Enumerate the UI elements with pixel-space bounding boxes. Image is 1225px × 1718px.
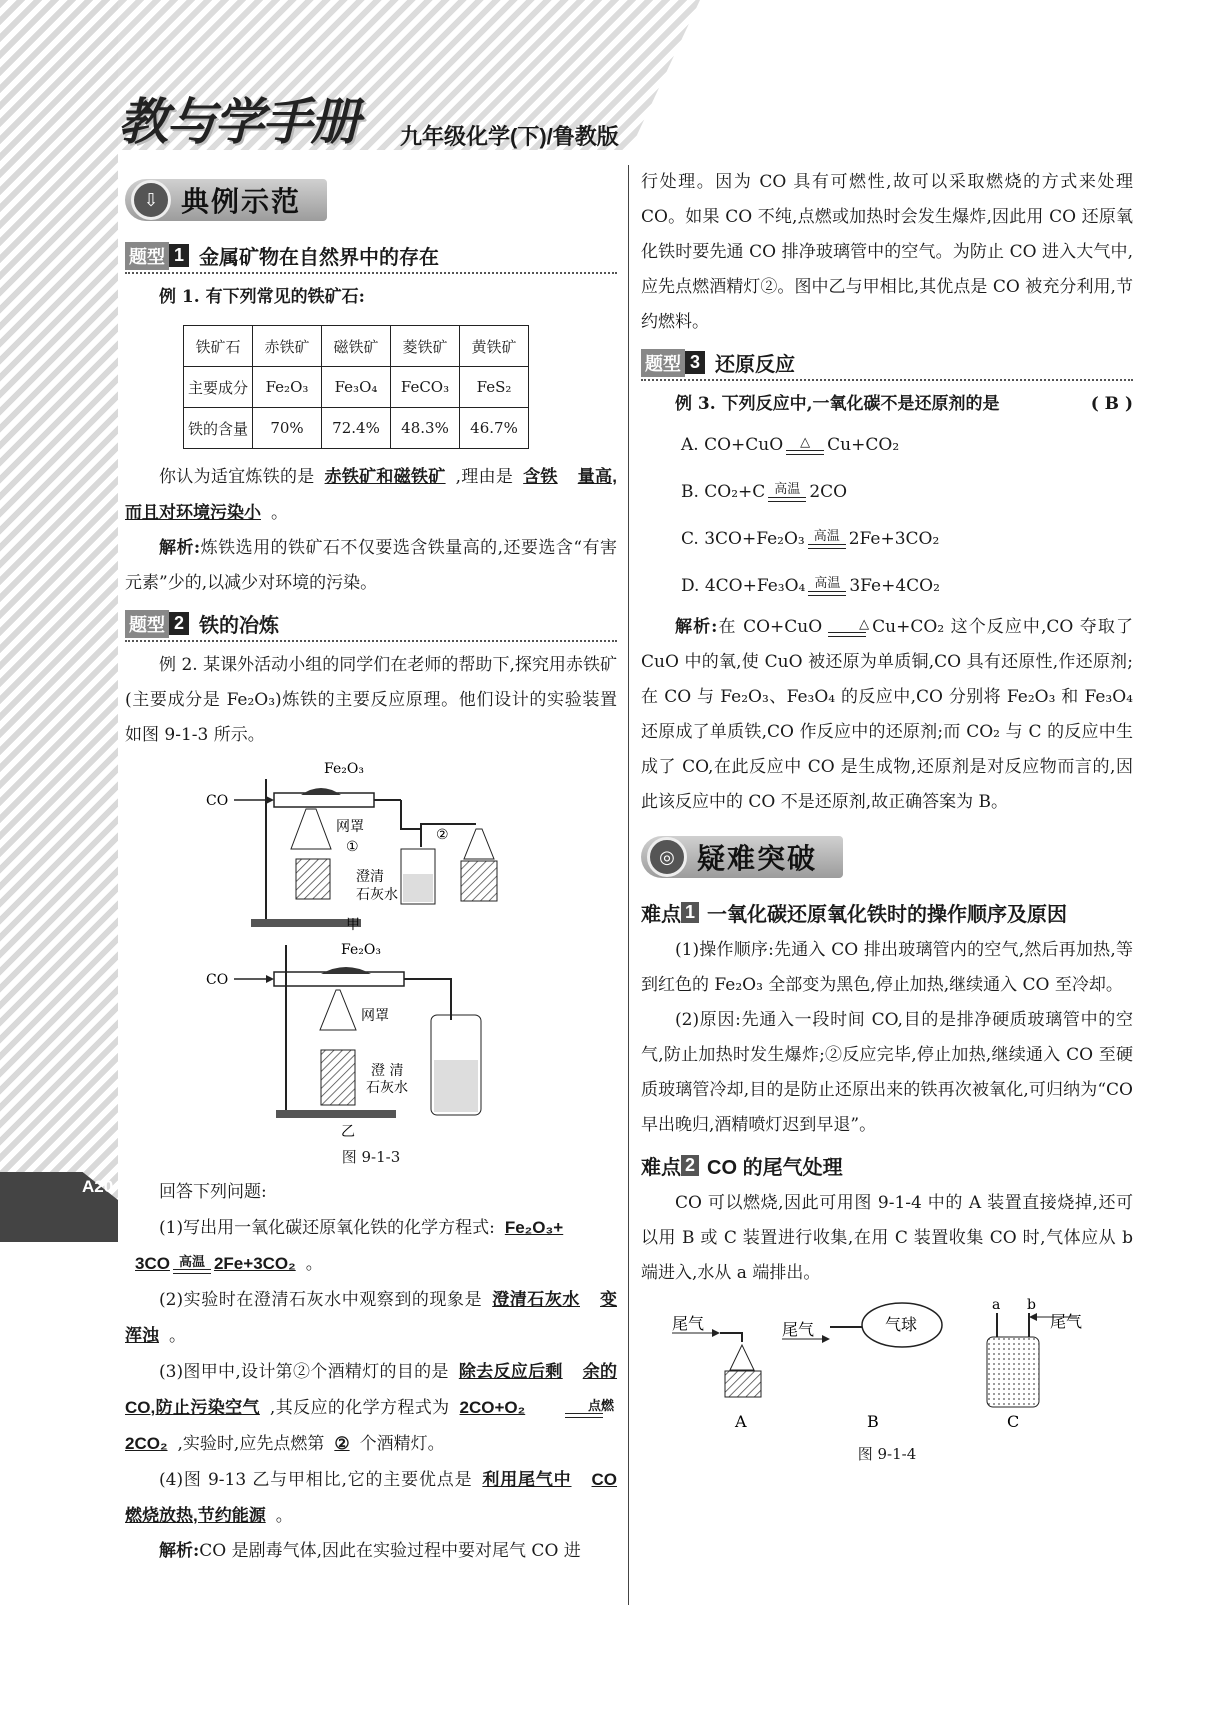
table-cell: 黄铁矿 (460, 326, 529, 367)
option-b (681, 469, 1133, 516)
analysis-label: 解析: (159, 538, 201, 558)
question-type-1 (125, 241, 617, 274)
question-2: (2)实验时在澄清石灰水中观察到的现象是 澄清石灰水 变浑浊 。 (125, 1290, 617, 1346)
text: ,理由是 (455, 467, 514, 487)
figure-caption-2: 图 9-1-4 (857, 1445, 917, 1463)
label-a: A (735, 1412, 747, 1431)
eq-left: C. 3CO+Fe₂O₃ (681, 529, 805, 549)
reaction-condition (554, 1399, 614, 1418)
label-co: CO (206, 972, 229, 988)
qt-title: 金属矿物在自然界中的存在 (199, 247, 440, 269)
eq-left: B. CO₂+C (681, 482, 766, 502)
equals-sign (808, 544, 846, 549)
difficulty-1-p1: (1)操作顺序:先通入 CO 排出玻璃管内的空气,然后再加热,等到红色的 Fe₂O₃ 全部变为黑色,停止加热,继续通入 CO 至冷却。 (641, 940, 1133, 995)
equals-sign (808, 591, 846, 596)
label-port-b: b (1027, 1297, 1036, 1313)
label-lamp-1: ① (346, 839, 359, 855)
question-1-cont: 3CO 高温 2Fe+3CO₂ 。 (125, 1246, 617, 1282)
text: 在 CO+CuO (717, 617, 823, 637)
figure-label-yi: 乙 (341, 1124, 355, 1140)
reaction-condition (768, 483, 806, 502)
question-type-3 (641, 348, 1133, 381)
example-1: 例 1. 有下列常见的铁矿石: (159, 287, 365, 307)
text: ,实验时,应先点燃第 (177, 1434, 325, 1454)
answer: CO 燃烧放热,节约能源 (125, 1470, 618, 1525)
eq-right: 2Fe+3CO₂ (213, 1254, 296, 1273)
label-lamp-2: ② (436, 827, 449, 843)
eq-right: 2Fe+3CO₂ (848, 529, 940, 549)
qt-tag: 题型 (641, 349, 685, 377)
qt-num: 2 (169, 612, 189, 635)
eq-left: D. 4CO+Fe₃O₄ (681, 576, 806, 596)
table-cell: Fe₂O₃ (253, 367, 322, 408)
table-cell: 铁的含量 (184, 408, 253, 449)
side-stripes (0, 0, 118, 1230)
left-column (125, 175, 617, 1569)
condition-text: 高温 (813, 529, 840, 544)
analysis-label: 解析: (159, 1541, 200, 1561)
table-cell: 70% (253, 408, 322, 449)
signal-icon: ◎ (647, 837, 687, 877)
answer: 2CO+O₂ (459, 1398, 526, 1417)
answer: 含铁 (523, 467, 558, 486)
nd-num: 1 (681, 902, 699, 923)
analysis-text: CO 是剧毒气体,因此在实验过程中要对尾气 CO 进 (199, 1541, 581, 1561)
equals-sign (828, 632, 866, 637)
label-fe2o3: Fe₂O₃ (341, 942, 381, 958)
qt-num: 3 (685, 351, 705, 374)
question-type-2 (125, 609, 617, 642)
qt-title: 铁的冶炼 (199, 615, 280, 637)
table-cell: 46.7% (460, 408, 529, 449)
label-port-a: a (992, 1297, 1001, 1313)
analysis-continued: 行处理。因为 CO 具有可燃性,故可以采取燃烧的方式来处理 CO。如果 CO 不纯,点燃或加热时会发生爆炸,因此用 CO 还原氧化铁时要先通 CO 排净玻璃管中的空气。为防止 CO 进入大气中,应先点燃酒精灯②。图中乙与甲相比,其优点是 CO 被充分利用,节约燃料。 (641, 172, 1133, 332)
text: Cu+CO₂ 这个反应中,CO 夺取了 CuO 中的氧,使 CuO 被还原为单质铜,CO 具有还原性,作还原剂;在 CO 与 Fe₂O₃、Fe₃O₄ 的反应中,CO 分别将 Fe₂O₃ 和 Fe₃O₄ 还原成了单质铁,CO 作反应中的还原剂;而 CO₂ 与 C 的反应中生成了 CO,在此反应中 CO 是生成物,还原剂是对反应物而言的,因此该反应中的 CO 不是还原剂,故正确答案为 B。 (641, 617, 1133, 812)
section-title: 疑难突破 (697, 843, 818, 874)
equals-sign (173, 1269, 211, 1274)
difficulty-1-p2: (2)原因:先通入一段时间 CO,目的是排净硬质玻璃管中的空气,防止加热时发生爆炸;②反应完毕,停止加热,继续通入 CO 至硬质玻璃管冷却,目的是防止还原出来的铁再次被氧化,可归纳为“CO 早出晚归,酒精喷灯迟到早退”。 (641, 1010, 1133, 1135)
eq-right: 2CO₂ (125, 1434, 168, 1453)
label-tail-gas-a: 尾气 (672, 1314, 705, 1333)
equals-sign (786, 450, 824, 455)
text: (2)实验时在澄清石灰水中观察到的现象是 (159, 1290, 483, 1310)
page-number: A20 (82, 1177, 114, 1196)
eq-right: 3Fe+4CO₂ (849, 576, 940, 596)
label-co: CO (206, 793, 229, 809)
label-fe2o3: Fe₂O₃ (324, 761, 364, 777)
example-3 (641, 387, 1133, 422)
figure-caption: 图 9-1-3 (341, 1148, 401, 1166)
reaction-condition (808, 530, 846, 549)
text: ,其反应的化学方程式为 (269, 1398, 450, 1418)
label-mesh: 网罩 (336, 819, 364, 835)
example-2: 例 2. 某课外活动小组的同学们在老师的帮助下,探究用赤铁矿(主要成分是 Fe₂O₃)炼铁的主要反应原理。他们设计的实验装置如图 9-1-3 所示。 (125, 655, 617, 745)
difficulty-2 (641, 1151, 1133, 1180)
column-divider (628, 165, 629, 1605)
text: (3)图甲中,设计第②个酒精灯的目的是 (159, 1362, 449, 1382)
eq-right: 2CO (809, 482, 848, 502)
reaction-condition (825, 618, 869, 637)
question-4: (4)图 9-13 乙与甲相比,它的主要优点是 利用尾气中 CO 燃烧放热,节约能源 。 (125, 1470, 618, 1526)
condition-text: 高温 (774, 482, 801, 497)
section-banner-examples (125, 179, 327, 221)
option-a (681, 422, 1133, 469)
condition-text: 高温 (814, 576, 841, 591)
reaction-condition (786, 436, 824, 455)
reaction-condition (808, 577, 846, 596)
option-c (681, 516, 1133, 563)
label-b: B (867, 1412, 879, 1431)
eq-left: 3CO (135, 1254, 170, 1273)
section-banner-difficulties (641, 836, 843, 878)
table-cell: Fe₃O₄ (322, 367, 391, 408)
nd-num: 2 (681, 1155, 699, 1176)
answer: Fe₂O₃+ (504, 1218, 564, 1237)
analysis-label: 解析: (675, 617, 718, 637)
text: 。 (271, 503, 288, 523)
nd-tag: 难点 (641, 1157, 681, 1179)
difficulty-2-p: CO 可以燃烧,因此可用图 9-1-4 中的 A 装置直接烧掉,还可以用 B 或 C 装置进行收集,在用 C 装置收集 CO 时,气体应从 b 端进入,水从 a 端排出。 (641, 1193, 1133, 1283)
label-limewater-2: 石灰水 (356, 887, 398, 903)
figure-label-jia: 甲 (346, 917, 360, 933)
answer (125, 1254, 306, 1273)
table-row (184, 326, 529, 367)
analysis (125, 1534, 617, 1569)
download-icon: ⇩ (131, 180, 171, 220)
iron-ore-table (183, 325, 529, 449)
table-cell: 72.4% (322, 408, 391, 449)
qt-tag: 题型 (125, 610, 169, 638)
example-3-analysis (641, 610, 1133, 820)
condition-text: 高温 (178, 1254, 205, 1270)
qt-num: 1 (169, 244, 189, 267)
label-balloon: 气球 (885, 1315, 918, 1334)
label-limewater: 澄 清 (371, 1063, 404, 1079)
reaction-condition (173, 1255, 211, 1274)
label-mesh: 网罩 (361, 1008, 389, 1024)
book-logo: 教与学手册 (118, 94, 358, 150)
label-limewater: 澄清 (356, 869, 384, 885)
answer-intro: 回答下列问题: (159, 1182, 267, 1202)
eq-left: A. CO+CuO (681, 435, 784, 455)
table-row (184, 408, 529, 449)
apparatus-figure-yi (206, 940, 536, 1140)
label-c: C (1007, 1412, 1020, 1431)
label-tail-gas-c: 尾气 (1050, 1312, 1083, 1331)
difficulty-1 (641, 898, 1133, 927)
answer: ( B ) (1090, 394, 1133, 414)
analysis-text: 炼铁选用的铁矿石不仅要选含铁量高的,还要选含“有害元素”少的,以减少对环境的污染。 (125, 538, 618, 593)
nd-tag: 难点 (641, 904, 681, 926)
table-cell: 铁矿石 (184, 326, 253, 367)
condition-text: 点燃 (588, 1398, 615, 1414)
section-title: 典例示范 (181, 186, 302, 217)
answer: 利用尾气中 (482, 1470, 572, 1489)
tail-gas-figure (667, 1297, 1107, 1437)
text: 你认为适宜炼铁的是 (159, 467, 315, 487)
answer: 除去反应后剩 (458, 1362, 563, 1381)
book-subtitle: 九年级化学(下)/鲁教版 (400, 124, 619, 149)
table-cell: 磁铁矿 (322, 326, 391, 367)
answer: 量高,而且对环境污染小 (125, 467, 618, 522)
equals-sign (565, 1413, 603, 1418)
option-d (681, 563, 1133, 610)
answer: 澄清石灰水 (492, 1290, 580, 1309)
table-cell: 48.3% (391, 408, 460, 449)
label-limewater-2: 石灰水 (366, 1080, 408, 1096)
apparatus-figure-jia (206, 759, 536, 934)
table-cell: FeCO₃ (391, 367, 460, 408)
answer: 余的 CO,防止污染空气 (125, 1362, 618, 1417)
nd-title: CO 的尾气处理 (707, 1157, 843, 1179)
question-3 (125, 1354, 617, 1462)
example-1-analysis (125, 531, 617, 601)
condition-text: △ (859, 617, 870, 632)
qt-title: 还原反应 (715, 354, 796, 376)
equals-sign (768, 497, 806, 502)
text: (4)图 9-13 乙与甲相比,它的主要优点是 (159, 1470, 473, 1490)
table-row (184, 367, 529, 408)
table-cell: FeS₂ (460, 367, 529, 408)
qt-tag: 题型 (125, 242, 169, 270)
table-cell: 主要成分 (184, 367, 253, 408)
example-1-question (125, 459, 617, 531)
text: 例 3. 下列反应中,一氧化碳不是还原剂的是 (675, 394, 1000, 414)
answer: 变浑浊 (125, 1290, 617, 1345)
answer: ② (334, 1434, 350, 1453)
eq-right: Cu+CO₂ (827, 435, 900, 455)
condition-text: △ (800, 435, 811, 450)
table-cell: 菱铁矿 (391, 326, 460, 367)
answer: 赤铁矿和磁铁矿 (324, 467, 446, 486)
question-1 (125, 1210, 617, 1246)
table-cell: 赤铁矿 (253, 326, 322, 367)
label-tail-gas-b: 尾气 (782, 1320, 815, 1339)
right-column (641, 165, 1133, 1472)
text: (1)写出用一氧化碳还原氧化铁的化学方程式: (159, 1218, 495, 1238)
text: 个酒精灯。 (359, 1434, 445, 1454)
nd-title: 一氧化碳还原氧化铁时的操作顺序及原因 (707, 904, 1068, 926)
